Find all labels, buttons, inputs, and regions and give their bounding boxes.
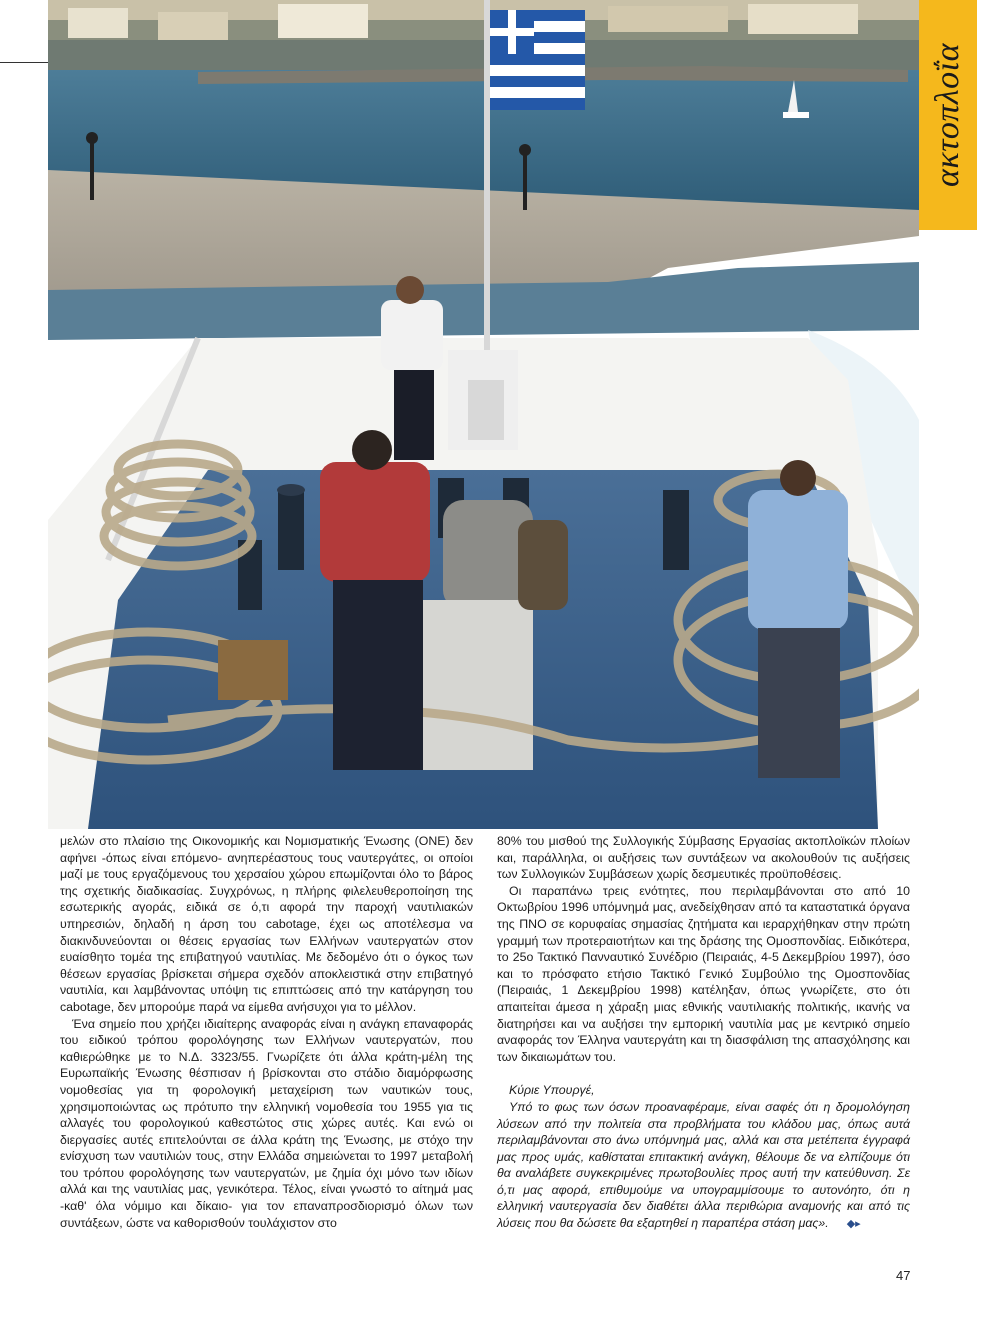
section-tab (919, 0, 977, 230)
sailor-red-shirt (320, 430, 430, 770)
article-column-left (60, 833, 473, 1231)
closing-paragraph (497, 1099, 910, 1233)
paragraph: Ένα σημείο που χρήζει ιδιαίτερης αναφοράς είναι η ανάγκη επαναφοράς του ειδικού τρόπου φορολόγησης των Ελλήνων ναυτεργατών, που καθιερώθηκε με το Ν.Δ. 3323/55. Γνωρίζετε ότι άλλα κράτη-μέλη της Ευρωπαϊκής Ένωσης θέσπισαν ή βρίσκονται στο στάδιο διαμόρφωσης νομοθεσίας για τη φορολογική μεταχείριση των ναυτικών τους, χρησιμοποιώντας ως πρότυπο την ελληνική νομοθεσία του 1955 για τις αλλαγές του φορολογικού καθεστώτος στις χώρες αυτές. Και ενώ οι διεργασίες αυτές επιτελούνται σε άλλα κράτη της Ένωσης, με στόχο την ενίσχυση των ναυτιλιών τους, στην Ελλάδα σημειώνεται το 1997 μεταβολή του τρόπου φορολόγησης των ναυτεργατών, με ζημία όχι μόνο των ιδίων αλλά και της ναυτιλίας μας, γενικότερα. Τέλος, είναι γνωστό το αίτημά μας -καθ' όλα νόμιμο και δίκαιο- για τον επαναπροσδιορισμό όλων των συντάξεων, ώστε να καθορισθούν τουλάχιστον στο (60, 1016, 473, 1230)
margin-rule (0, 62, 48, 63)
salutation: Κύριε Υπουργέ, (509, 1083, 595, 1098)
article-column-right (497, 833, 910, 1233)
greek-flag (490, 10, 585, 110)
sailor-blue-shirt (748, 460, 848, 778)
paragraph: 80% του μισθού της Συλλογικής Σύμβασης Εργασίας ακτοπλοϊκών πλοίων και, παράλληλα, οι αυξήσεις των συντάξεων να ακολουθούν τις αυξήσεις των Συλλογικών Συμβάσεων χωρίς δεσμευτικές προϋποθέσεις. (497, 834, 910, 882)
photo-illustration (48, 0, 919, 829)
paragraph: Οι παραπάνω τρεις ενότητες, που περιλαμβάνονται στο από 10 Οκτωβρίου 1996 υπόμνημά μας, ανεδείχθησαν από τα καταστατικά όργανα της ΠΝΟ σε κορυφαίας σημασίας ζητήματα και ιεραρχήθηκαν στην πρώτη γραμμή των προτεραιοτήτων και της δράσης της Ομοσπονδίας. Ειδικότερα, το 25ο Τακτικό Πανναυτικό Συνέδριο (Πειραιάς, 4-5 Δεκεμβρίου 1997), όσο και το πρόσφατο ετήσιο Τακτικό Γενικό Συμβούλιο της Ομοσπονδίας (Πειραιάς, 1 Δεκεμβρίου 1998) κατέληξαν, όπως γνωρίζετε, στο ότι απαιτείται άμεσα η χάραξη μιας εθνικής ναυτιλιακής πολιτικής, ικανής να διατηρήσει και να αυξήσει την εμπορική ναυτιλία μας με κεντρικό σημείο αναφοράς τον Έλληνα ναυτεργάτη και τη διασφάλιση της απασχόλησης και των δικαιωμάτων του. (497, 883, 910, 1064)
closing-text: Υπό το φως των όσων προαναφέραμε, είναι σαφές ότι η δρομολόγηση λύσεων από την πολιτεία στα προβλήματα του κλάδου μας, όπως αυτά περιλαμβάνονται στο άνω υπόμνημά μας, αλλά και στα μετέπειτα έγγραφά μας προς υμάς, καθίσταται επιτακτική ανάγκη, θέλουμε δε να ελπίζουμε ότι θα αναλάβετε συγκεκριμένες πρωτοβουλίες προς αυτή την κατεύθυνση. Σε ό,τι μας αφορά, επιθυμούμε να υπογραμμίσουμε το αυτονόητο, ότι η ελληνική ναυτεργασία δεν διαθέτει άλλα περιθώρια αναμονής και από τις λύσεις που θα δώσετε θα εξαρτηθεί η παραπέρα στάση μας». (497, 1099, 910, 1231)
page-number: 47 (896, 1268, 911, 1283)
ship-deck-photo (48, 0, 919, 829)
section-tab-label: ακτοπλοΐα (929, 43, 966, 187)
paragraph: μελών στο πλαίσιο της Οικονομικής και Νομισματικής Ένωσης (ΟΝΕ) δεν αφήνει -όπως είναι επόμενο- ανηπερέαστους τους ναυτεργάτες, οι οποίοι μαζί με τους εργαζόμενους του χερσαίου χώρου επωμίζονται όλο το βάρος της σχετικής διαδικασίας. Συγχρόνως, η πλήρης φιλελευθεροποίηση της εσωτερικής αγοράς, ειδικά σε ό,τι αφορά την παροχή ναυτιλιακών υπηρεσιών, δηλαδή η άρση του cabotage, έχει ως αποτέλεσμα να διακινδυνεύονται οι θέσεις εργασίας των Ελλήνων ναυτεργατών στον ευαίσθητο τομέα της επιβατηγού ναυτιλίας. Με δεδομένο ότι ο όγκος των θέσεων εργασίας βρίσκεται σήμερα σχεδόν αποκλειστικά στην επιβατηγό ναυτιλία, και λαμβάνοντας υπόψη τις επιπτώσεις από την κατάργηση του cabotage, δεν μπορούμε παρά να είμεθα ανήσυχοι για το μέλλον. (60, 834, 473, 1014)
end-mark-icon: ◆▸ (846, 1218, 861, 1231)
